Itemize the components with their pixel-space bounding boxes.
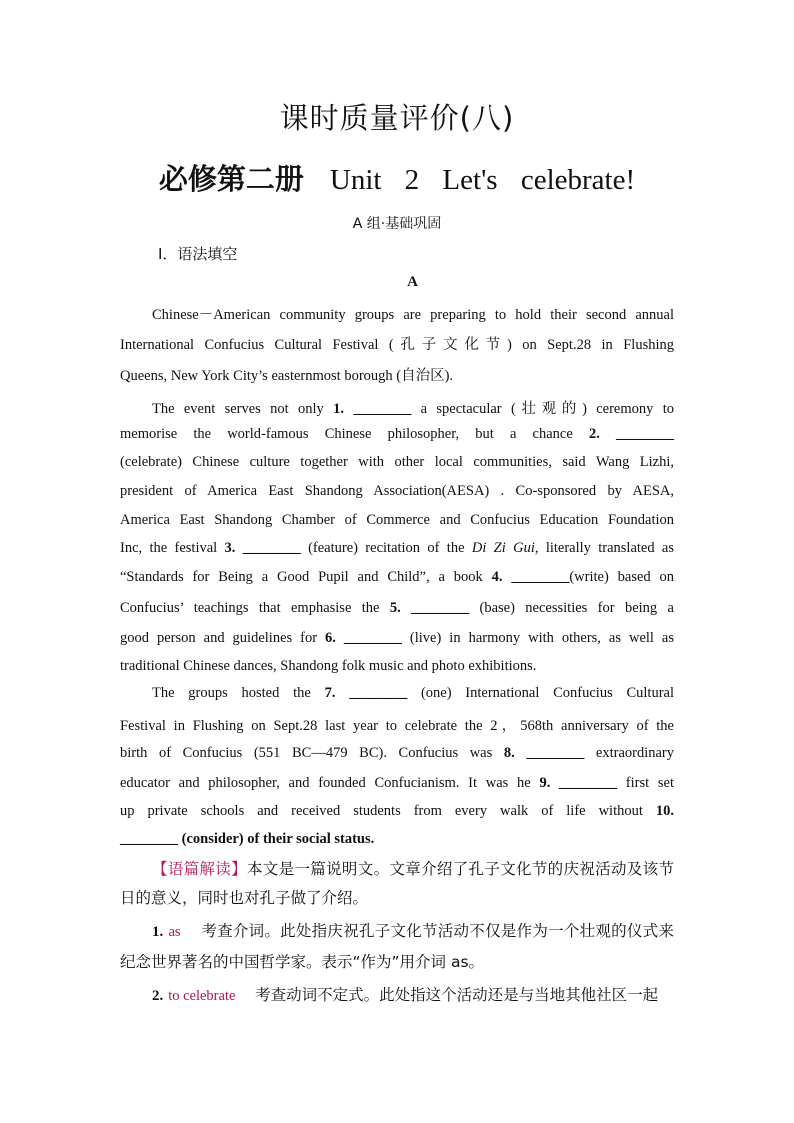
passage-line: (celebrate) Chinese culture together with other local communities, said Wang Lizhi, (120, 454, 674, 470)
line-text: a spectacular (壮观的) ceremony to (411, 401, 674, 417)
line-text: first set (617, 775, 674, 791)
line-text: (live) in harmony with others, as well as (401, 630, 675, 646)
blank-7[interactable]: 7. ________ (324, 685, 408, 701)
passage-line: president of America East Shandong Association(AESA) . Co-sponsored by AESA, (120, 483, 674, 499)
analysis-line (152, 857, 674, 879)
passage-line (120, 803, 674, 820)
analysis-text: 本文是一篇说明文。文章介绍了孔子文化节的庆祝活动及该节 (246, 860, 674, 878)
blank-3[interactable]: 3. ________ (224, 540, 301, 556)
blank-5[interactable]: 5. ________ (389, 600, 470, 616)
blank-10-number: 10. (655, 803, 674, 819)
answer-explanation: 考查介词。此处指庆祝孔子文化节活动不仅是作为一个壮观的仪式来 (201, 922, 674, 940)
passage-line (120, 745, 674, 762)
passage-line: Chinese－American community groups are preparing to hold their second annual (152, 307, 674, 323)
line-text: literally translated as (538, 540, 675, 556)
passage-label: A (407, 274, 418, 290)
line-text: up private schools and received students from every walk of life without (120, 803, 656, 819)
passage-line (120, 426, 674, 443)
analysis-line: 日的意义，同时也对孔子做了介绍。 (120, 889, 369, 907)
blank-9[interactable]: 9. ________ (539, 775, 618, 791)
passage-line (120, 630, 674, 647)
answer-value: as (168, 924, 181, 940)
line-text: educator and philosopher, and founded Confucianism. It was he (120, 775, 540, 791)
analysis-tag: 【语篇解读】 (152, 860, 247, 878)
answer-number: 2. (152, 988, 164, 1004)
answer-line (152, 983, 674, 1005)
line-text: Inc, the festival (120, 540, 225, 556)
passage-line: America East Shandong Chamber of Commerce and Confucius Education Foundation (120, 512, 674, 528)
passage-line: Queens, New York City’s easternmost borough (自治区). (120, 368, 454, 384)
line-text: good person and guidelines for (120, 630, 326, 646)
line-text: extraordinary (584, 745, 675, 761)
answer-explanation: 考查动词不定式。此处指这个活动还是与当地其他社区一起 (255, 986, 659, 1004)
line-text: Confucius’ teachings that emphasise the (120, 600, 390, 616)
blank-4[interactable]: 4. ________ (491, 569, 570, 585)
passage-line: Festival in Flushing on Sept.28 last year to celebrate the 2，568th anniversary of the (120, 718, 674, 734)
group-heading: A 组·基础巩固 (352, 216, 442, 232)
line-text: memorise the world-famous Chinese philosopher, but a chance (120, 426, 589, 442)
passage-line (120, 569, 674, 586)
answer-line: 纪念世界著名的中国哲学家。表示“作为”用介词 as。 (120, 953, 485, 971)
passage-line (120, 831, 674, 848)
blank-6[interactable]: 6. ________ (325, 630, 402, 646)
line-text: “Standards for Being a Good Pupil and Child”, a book (120, 569, 492, 585)
passage-line (120, 540, 674, 557)
answer-number: 1. (152, 924, 164, 940)
passage-line (152, 685, 674, 702)
answer-line (152, 919, 674, 941)
unit-title-cn: 必修第二册 (158, 162, 304, 196)
section-heading: Ⅰ．语法填空 (158, 245, 238, 263)
unit-title (0, 157, 794, 198)
line-text: birth of Confucius (551 BC—479 BC). Confucius was (120, 745, 504, 761)
line-text: (feature) recitation of the (300, 540, 472, 556)
blank-8[interactable]: 8. ________ (503, 745, 585, 761)
passage-line (120, 600, 674, 617)
blank-10[interactable]: ________ (consider) of their social status. (120, 831, 375, 847)
passage-line (152, 397, 674, 418)
line-text: The event serves not only (152, 401, 334, 417)
unit-title-en: Unit 2 Let's celebrate! (329, 164, 636, 196)
line-text: The groups hosted the (152, 685, 325, 701)
line-text: (write) based on (569, 569, 675, 585)
blank-1[interactable]: 1. ________ (333, 401, 412, 417)
answer-value: to celebrate (168, 988, 236, 1004)
passage-line (120, 775, 674, 792)
blank-2[interactable]: 2. ________ (588, 426, 675, 442)
page-title: 课时质量评价(八) (279, 101, 515, 135)
passage-line: International Confucius Cultural Festival (孔子文化节) on Sept.28 in Flushing (120, 337, 674, 353)
passage-line: traditional Chinese dances, Shandong folk music and photo exhibitions. (120, 658, 537, 674)
book-title: Di Zi Gui, (471, 540, 539, 556)
line-text: (base) necessities for being a (469, 600, 674, 616)
line-text: (one) International Confucius Cultural (407, 685, 674, 701)
